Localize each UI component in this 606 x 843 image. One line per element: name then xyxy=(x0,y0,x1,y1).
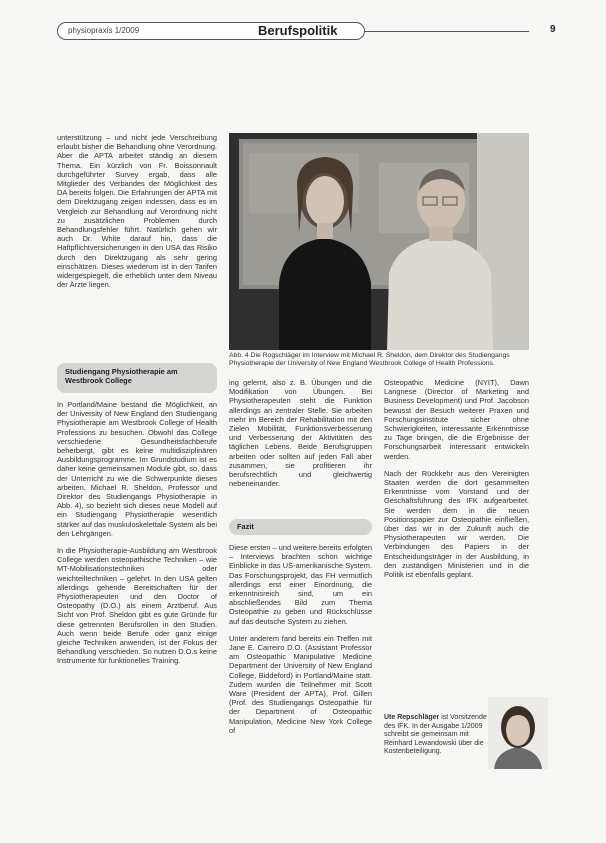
subheading-box-studiengang xyxy=(57,363,217,393)
subheading-box-fazit xyxy=(229,519,372,535)
col2-paragraph-1: ing gelernt, also z. B. Übungen und die Modifikation von Übungen. Bei Physiotherapeuten steht die Funktion allerdings an zentraler Stelle. Sie arbeiten mehr im Bereich der Rehabilitation mit den Zielen Mobilität, Funktionsverbesserung und Verbesserung der Aktivitäten des täglichen Lebens. Beide Berufsgruppen arbeiten oder sollten auf jeden Fall aber zusammen, sie profitieren ihr berufsrechtlich und gleichwertig nebeneinander. xyxy=(229,378,372,489)
author-portrait xyxy=(488,697,548,769)
col1-paragraph-1: unterstützung – und nicht jede Verschreibung erlaubt bisher die Behandlung ohne Verordnung. Aber die APTA arbeitet ständig an diesem Thema. Ein kürzlich von Fr. Boissonnault durchgeführter Survey ergab, dass alle Mitglieder des Verbandes der Möglichkeit des DA bereits folgen. Die Erfahrungen der APTA mit dem Direktzugang zeigen indessen, dass es im Vergleich zur Behandlung auf Verordnung nicht zu zusätzlichen Problemen durch Behandlungsfehler führt. Natürlich gehen wir auch Dr. White darauf hin, dass die Haftpflichtversicherungen in den USA das Risiko durch den Direktzugang als sehr gering einschätzen. Dieses wiederum ist in den Tarifen widergespiegelt, die erheblich unter dem Niveau der Ärzte liegen. xyxy=(57,133,217,290)
interview-photo xyxy=(229,133,529,350)
header-rule xyxy=(365,31,529,32)
author-bio: ist Vorsitzende des IFK. In der Ausgabe 1/2009 schreibt sie gemeinsam mit Reinhard Lewandowski über die Kostenbeteiligung. xyxy=(384,714,487,756)
author-portrait-image xyxy=(488,697,548,769)
column-2-bottom xyxy=(229,543,372,743)
col1-paragraph-3: In die Physiotherapie-Ausbildung am Westbrook College werden osteopathische Techniken – wie MT-Mobilisationstechniken oder weichteiltechniken – gelehrt. In den USA gelten allerdings gehende Bereitschaften für der Physiotherapeuten und den Doctor of Osteopathy (D.O.) als einem Arztberuf. Aus Sicht von Prof. Sheldon gibt es gute Gründe für diese getrennten Berufsrollen in den Studien. Auch wenn beide Berufe oder ganz einige gleiche Techniken anwenden, ist der Fokus der Behandlung verschieden. So nutzen D.O.s keine Instrumente für funktionelles Training. xyxy=(57,546,217,666)
col3-paragraph-1: Osteopathic Medicine (NYIT), Dawn Langnese (Director of Marketing and Business Development) und Prof. Jacobson bewusst der Besuch weiterer Praxen und Forschungsinstitute sicher ohne Schwierigkeiten, interessante Erkenntnisse zu Tage bringen, die die Ergebnisse der Forschungsarbeit interessant entwickeln werden. xyxy=(384,378,529,461)
column-1-top xyxy=(57,133,217,297)
col2-paragraph-2: Diese ersten – und weitere bereits erfolgten – Interviews brachten schon wichtige Einblicke in das US-amerikanische System. Das Forschungsprojekt, das FH vermutlich allerdings erst einer Einordnung, die erkenntnisreich sind, um ein abschließendes Bild zum Thema Osteopathie zu geben und Rückschlüsse auf das deutsche System zu ziehen. xyxy=(229,543,372,626)
header-pill xyxy=(57,22,365,40)
author-name: Ute Repschläger xyxy=(384,714,440,721)
journal-label: physiopraxis 1/2009 xyxy=(68,26,140,35)
subheading-studiengang: Studiengang Physiotherapie am Westbrook College xyxy=(65,367,178,386)
column-1-bottom xyxy=(57,400,217,674)
col2-paragraph-3: Unter anderem fand bereits ein Treffen mit Jane E. Carreiro D.O. (Assistant Professor am Osteopathic Manipulative Medicine Department der University of New England College, Biddeford) in Portland/Maine statt. Zudem wurden die Teilnehmer mit Scott Ware (President der APTA), Prof. Gillen (Prof. des Studiengangs Osteopathie für der Department of Osteopathic Manipulation, Medicine New York College of xyxy=(229,633,372,735)
column-2-top xyxy=(229,378,372,496)
subheading-fazit: Fazit xyxy=(237,522,254,531)
author-callout xyxy=(384,714,488,757)
interview-photo-image xyxy=(229,133,529,350)
section-title: Berufspolitik xyxy=(258,23,338,38)
page-number: 9 xyxy=(550,24,556,35)
col1-paragraph-2: In Portland/Maine bestand die Möglichkeit, an der University of New England den Studiengang Physiotherapie am Westbrook College of Health Professions zu besuchen. Obwohl das College verschiedene Gesundheitsfachberufe beherbergt, gibt es keine multidisziplinären Ausbildungsprogramme. Im Grundstudium ist es daher keine gemeinsamen Module gibt, so, dass der Unterricht zu wie die Schwerpunkte dieses arbeiten. Michael R. Sheldon, Professor und Direktor des Studiengangs Physiotherapie in Abb. 4), so bezieht sich dieses neue Modell auf ein Studiengang Physiotherapie wesentlich stärker auf das muskuloskelettale System als bei den Lehrgängen. xyxy=(57,400,217,538)
photo-caption: Abb. 4 Die Rogschläger im Interview mit Michael R. Sheldon, dem Direktor des Studiengangs Physiotherapie der University of New England Westbrook College of Health Professions. xyxy=(229,352,510,368)
column-3 xyxy=(384,378,529,587)
col3-paragraph-2: Nach der Rückkehr aus den Vereinigten Staaten werden die dort gesammelten Erkenntnisse vom Vorstand und der Geschäftsführung des IFK aufgearbeitet. Sie werden dem in die neuen Positionspapier zur Osteopathie einfließen, über das wir in der Zukunft auch die Physiotherapeuten wir werden. Die Verbindungen des Papiers in der Entscheidungsträger in der Ausbildung, in den zuständigen Ministerien und in die Politik ist ebenfalls geplant. xyxy=(384,468,529,580)
